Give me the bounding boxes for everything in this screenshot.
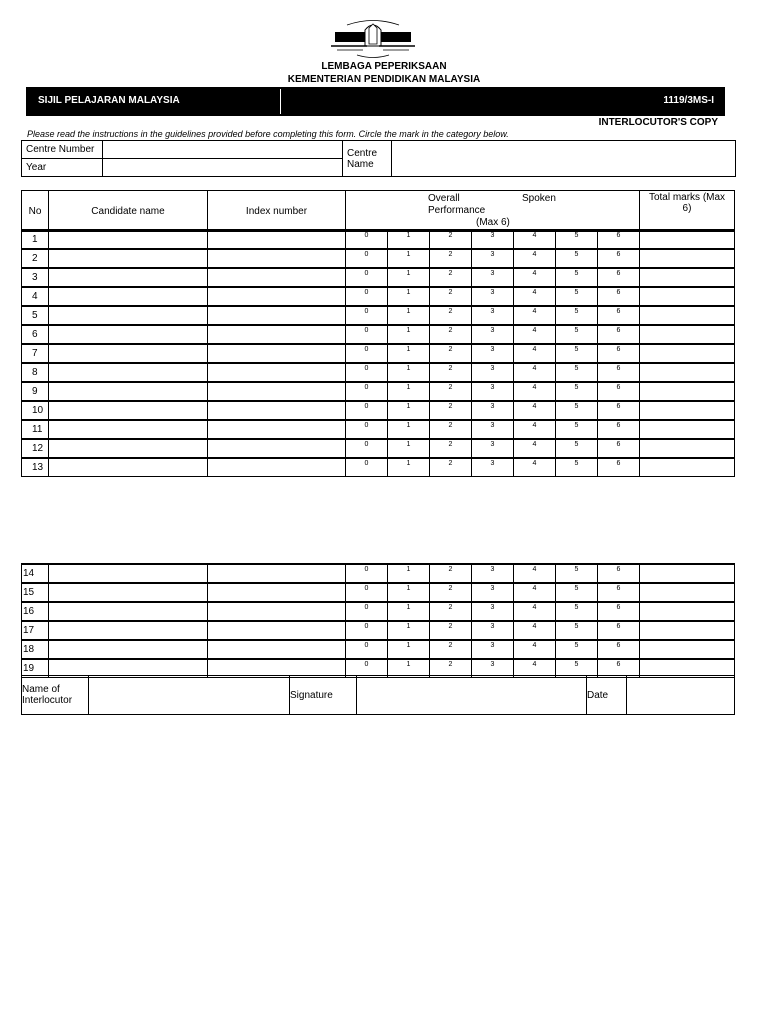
index-number-field[interactable] [208, 439, 346, 458]
score-option[interactable]: 3 [472, 640, 514, 659]
score-option[interactable]: 2 [430, 249, 472, 268]
index-number-field[interactable] [208, 583, 346, 602]
score-option[interactable]: 1 [388, 640, 430, 659]
row-number: 15 [22, 583, 49, 602]
score-option[interactable]: 3 [472, 583, 514, 602]
instructions-text: Please read the instructions in the guidelines provided before completing this form. Circle the mark in the category below. [27, 129, 509, 139]
centre-name-label [343, 141, 392, 177]
score-option[interactable]: 5 [556, 640, 598, 659]
table-row [22, 602, 735, 621]
score-option[interactable]: 5 [556, 268, 598, 287]
total-label-line2: 6) [682, 203, 692, 214]
score-option[interactable]: 1 [388, 363, 430, 382]
total-marks-field[interactable] [640, 363, 735, 382]
score-option[interactable]: 5 [556, 621, 598, 640]
interlocutor-label-line2: Interlocutor [22, 695, 73, 706]
row-number: 16 [22, 602, 49, 621]
score-option[interactable]: 5 [556, 363, 598, 382]
date-label: Date [587, 676, 627, 715]
perf-label-max: (Max 6) [476, 217, 510, 228]
candidate-name-field[interactable] [49, 602, 208, 621]
score-option[interactable]: 6 [598, 401, 640, 420]
row-number: 7 [22, 344, 49, 363]
table-row [22, 325, 735, 344]
table-row [22, 363, 735, 382]
index-number-field[interactable] [208, 602, 346, 621]
score-option[interactable]: 4 [514, 268, 556, 287]
table-row [22, 306, 735, 325]
score-option[interactable]: 4 [514, 363, 556, 382]
score-option[interactable]: 2 [430, 458, 472, 477]
total-marks-field[interactable] [640, 287, 735, 306]
total-marks-field[interactable] [640, 268, 735, 287]
perf-label-overall: Overall [428, 193, 460, 204]
score-option[interactable]: 1 [388, 458, 430, 477]
score-option[interactable]: 5 [556, 659, 598, 678]
table-row [22, 420, 735, 439]
score-option[interactable]: 0 [346, 382, 388, 401]
centre-number-label: Centre Number [22, 141, 103, 159]
score-option[interactable]: 2 [430, 325, 472, 344]
interlocutor-name-field[interactable] [89, 676, 290, 715]
index-number-field[interactable] [208, 564, 346, 583]
score-option[interactable]: 1 [388, 420, 430, 439]
total-marks-field[interactable] [640, 640, 735, 659]
score-option[interactable]: 3 [472, 458, 514, 477]
score-option[interactable]: 1 [388, 621, 430, 640]
score-option[interactable]: 4 [514, 382, 556, 401]
score-option[interactable]: 6 [598, 306, 640, 325]
header-candidate-name: Candidate name [49, 191, 208, 232]
score-option[interactable]: 6 [598, 268, 640, 287]
score-option[interactable]: 6 [598, 583, 640, 602]
marks-table-header [21, 190, 735, 232]
exam-name: SIJIL PELAJARAN MALAYSIA [38, 95, 180, 106]
score-option[interactable]: 1 [388, 602, 430, 621]
score-option[interactable]: 6 [598, 458, 640, 477]
score-option[interactable]: 3 [472, 564, 514, 583]
ministry-title: KEMENTERIAN PENDIDIKAN MALAYSIA [287, 74, 481, 85]
row-number: 5 [22, 306, 49, 325]
score-option[interactable]: 3 [472, 230, 514, 249]
table-row [22, 249, 735, 268]
score-option[interactable]: 5 [556, 230, 598, 249]
score-option[interactable]: 4 [514, 640, 556, 659]
row-number: 6 [22, 325, 49, 344]
row-number: 14 [22, 564, 49, 583]
score-option[interactable]: 5 [556, 306, 598, 325]
score-option[interactable]: 0 [346, 306, 388, 325]
score-option[interactable]: 1 [388, 287, 430, 306]
total-marks-field[interactable] [640, 458, 735, 477]
row-number: 19 [22, 659, 49, 678]
total-marks-field[interactable] [640, 420, 735, 439]
score-option[interactable]: 2 [430, 621, 472, 640]
score-option[interactable]: 2 [430, 439, 472, 458]
total-marks-field[interactable] [640, 325, 735, 344]
total-marks-field[interactable] [640, 230, 735, 249]
score-option[interactable]: 2 [430, 230, 472, 249]
score-option[interactable]: 0 [346, 287, 388, 306]
total-marks-field[interactable] [640, 583, 735, 602]
total-label-line1: Total marks (Max [648, 192, 726, 203]
score-option[interactable]: 3 [472, 659, 514, 678]
score-option[interactable]: 0 [346, 621, 388, 640]
table-row [22, 401, 735, 420]
score-option[interactable]: 6 [598, 363, 640, 382]
score-option[interactable]: 5 [556, 420, 598, 439]
score-option[interactable]: 3 [472, 602, 514, 621]
total-marks-field[interactable] [640, 564, 735, 583]
score-option[interactable]: 0 [346, 249, 388, 268]
total-marks-field[interactable] [640, 249, 735, 268]
score-option[interactable]: 6 [598, 564, 640, 583]
candidate-name-field[interactable] [49, 401, 208, 420]
table-row [22, 621, 735, 640]
score-option[interactable]: 4 [514, 306, 556, 325]
candidate-table-2 [21, 563, 735, 678]
score-option[interactable]: 3 [472, 363, 514, 382]
row-number: 2 [22, 249, 49, 268]
index-number-field[interactable] [208, 621, 346, 640]
score-option[interactable]: 1 [388, 564, 430, 583]
score-option[interactable]: 4 [514, 401, 556, 420]
signature-label: Signature [290, 676, 357, 715]
score-option[interactable]: 5 [556, 401, 598, 420]
score-option[interactable]: 0 [346, 583, 388, 602]
score-option[interactable]: 3 [472, 382, 514, 401]
score-option[interactable]: 1 [388, 268, 430, 287]
candidate-name-field[interactable] [49, 249, 208, 268]
total-marks-field[interactable] [640, 382, 735, 401]
candidate-table-1 [21, 229, 735, 477]
index-number-field[interactable] [208, 325, 346, 344]
score-option[interactable]: 0 [346, 640, 388, 659]
row-number: 1 [22, 230, 49, 249]
org-title: LEMBAGA PEPERIKSAAN [321, 61, 447, 72]
index-number-field[interactable] [208, 363, 346, 382]
score-option[interactable]: 1 [388, 249, 430, 268]
score-option[interactable]: 6 [598, 344, 640, 363]
board-logo [327, 18, 419, 60]
candidate-name-field[interactable] [49, 564, 208, 583]
score-option[interactable]: 5 [556, 325, 598, 344]
perf-label-performance: Performance [428, 205, 486, 216]
candidate-name-field[interactable] [49, 640, 208, 659]
table-row [22, 564, 735, 583]
score-option[interactable]: 4 [514, 249, 556, 268]
candidate-name-field[interactable] [49, 287, 208, 306]
date-field[interactable] [627, 676, 735, 715]
row-number: 4 [22, 287, 49, 306]
score-option[interactable]: 5 [556, 564, 598, 583]
year-field[interactable] [103, 159, 343, 177]
score-option[interactable]: 0 [346, 268, 388, 287]
score-option[interactable]: 0 [346, 439, 388, 458]
index-number-field[interactable] [208, 306, 346, 325]
score-option[interactable]: 6 [598, 640, 640, 659]
score-option[interactable]: 4 [514, 325, 556, 344]
score-option[interactable]: 6 [598, 382, 640, 401]
score-option[interactable]: 2 [430, 420, 472, 439]
score-option[interactable]: 5 [556, 602, 598, 621]
score-option[interactable]: 2 [430, 287, 472, 306]
score-option[interactable]: 5 [556, 439, 598, 458]
score-option[interactable]: 1 [388, 659, 430, 678]
score-option[interactable]: 6 [598, 621, 640, 640]
score-option[interactable]: 2 [430, 306, 472, 325]
score-option[interactable]: 3 [472, 401, 514, 420]
centre-name-label-line1: Centre [347, 147, 378, 159]
score-option[interactable]: 0 [346, 420, 388, 439]
score-option[interactable]: 2 [430, 344, 472, 363]
score-option[interactable]: 4 [514, 564, 556, 583]
score-option[interactable]: 1 [388, 344, 430, 363]
score-option[interactable]: 0 [346, 458, 388, 477]
score-option[interactable]: 2 [430, 363, 472, 382]
score-option[interactable]: 4 [514, 287, 556, 306]
score-option[interactable]: 3 [472, 249, 514, 268]
score-option[interactable]: 0 [346, 363, 388, 382]
header-no: No [22, 191, 49, 232]
total-marks-field[interactable] [640, 439, 735, 458]
header-index-number: Index number [208, 191, 346, 232]
row-number: 3 [22, 268, 49, 287]
score-option[interactable]: 6 [598, 287, 640, 306]
centre-name-field[interactable] [392, 141, 736, 177]
table-row [22, 583, 735, 602]
score-option[interactable]: 4 [514, 602, 556, 621]
table-row [22, 439, 735, 458]
score-option[interactable]: 0 [346, 344, 388, 363]
candidate-name-field[interactable] [49, 458, 208, 477]
score-option[interactable]: 3 [472, 420, 514, 439]
header-total-marks [640, 191, 735, 232]
index-number-field[interactable] [208, 344, 346, 363]
total-marks-field[interactable] [640, 306, 735, 325]
interlocutor-name-label [22, 676, 89, 715]
score-option[interactable]: 3 [472, 344, 514, 363]
score-option[interactable]: 1 [388, 325, 430, 344]
signature-field[interactable] [357, 676, 587, 715]
score-option[interactable]: 5 [556, 249, 598, 268]
row-number: 11 [22, 420, 49, 439]
table-row [22, 382, 735, 401]
score-option[interactable]: 0 [346, 325, 388, 344]
score-option[interactable]: 1 [388, 230, 430, 249]
score-option[interactable]: 0 [346, 401, 388, 420]
candidate-name-field[interactable] [49, 420, 208, 439]
score-option[interactable]: 0 [346, 659, 388, 678]
score-option[interactable]: 6 [598, 439, 640, 458]
total-marks-field[interactable] [640, 344, 735, 363]
row-number: 8 [22, 363, 49, 382]
score-option[interactable]: 2 [430, 659, 472, 678]
score-option[interactable]: 2 [430, 401, 472, 420]
score-option[interactable]: 3 [472, 306, 514, 325]
score-option[interactable]: 5 [556, 382, 598, 401]
candidate-name-field[interactable] [49, 621, 208, 640]
exam-banner [26, 87, 725, 116]
table-row [22, 640, 735, 659]
total-marks-field[interactable] [640, 621, 735, 640]
banner-divider [280, 89, 281, 114]
score-option[interactable]: 0 [346, 564, 388, 583]
perf-label-spoken: Spoken [522, 193, 556, 204]
score-option[interactable]: 5 [556, 458, 598, 477]
score-option[interactable]: 5 [556, 287, 598, 306]
score-option[interactable]: 2 [430, 564, 472, 583]
row-number: 17 [22, 621, 49, 640]
score-option[interactable]: 4 [514, 230, 556, 249]
total-marks-field[interactable] [640, 401, 735, 420]
candidate-name-field[interactable] [49, 325, 208, 344]
score-option[interactable]: 4 [514, 659, 556, 678]
row-number: 18 [22, 640, 49, 659]
centre-number-field[interactable] [103, 141, 343, 159]
score-option[interactable]: 1 [388, 583, 430, 602]
candidate-name-field[interactable] [49, 363, 208, 382]
index-number-field[interactable] [208, 249, 346, 268]
score-option[interactable]: 6 [598, 325, 640, 344]
score-option[interactable]: 0 [346, 230, 388, 249]
interlocutor-label-line1: Name of [22, 684, 60, 695]
table-row [22, 230, 735, 249]
score-option[interactable]: 4 [514, 583, 556, 602]
score-option[interactable]: 2 [430, 602, 472, 621]
table-row [22, 287, 735, 306]
candidate-name-field[interactable] [49, 230, 208, 249]
row-number: 13 [22, 458, 49, 477]
score-option[interactable]: 4 [514, 439, 556, 458]
interlocutor-footer [21, 675, 735, 715]
candidate-name-field[interactable] [49, 382, 208, 401]
score-option[interactable]: 4 [514, 458, 556, 477]
score-option[interactable]: 1 [388, 382, 430, 401]
row-number: 9 [22, 382, 49, 401]
score-option[interactable]: 4 [514, 420, 556, 439]
score-option[interactable]: 3 [472, 621, 514, 640]
table-row [22, 344, 735, 363]
row-number: 10 [22, 401, 49, 420]
score-option[interactable]: 4 [514, 344, 556, 363]
index-number-field[interactable] [208, 287, 346, 306]
index-number-field[interactable] [208, 401, 346, 420]
score-option[interactable]: 1 [388, 439, 430, 458]
index-number-field[interactable] [208, 382, 346, 401]
centre-name-label-line2: Name [347, 158, 374, 170]
score-option[interactable]: 2 [430, 583, 472, 602]
centre-info-table [21, 140, 736, 177]
candidate-name-field[interactable] [49, 306, 208, 325]
index-number-field[interactable] [208, 458, 346, 477]
candidate-name-field[interactable] [49, 344, 208, 363]
candidate-name-field[interactable] [49, 583, 208, 602]
candidate-name-field[interactable] [49, 439, 208, 458]
row-number: 12 [22, 439, 49, 458]
index-number-field[interactable] [208, 230, 346, 249]
score-option[interactable]: 1 [388, 306, 430, 325]
table-row [22, 268, 735, 287]
paper-code: 1119/3MS-I [663, 95, 714, 106]
total-marks-field[interactable] [640, 602, 735, 621]
score-option[interactable]: 0 [346, 602, 388, 621]
score-option[interactable]: 6 [598, 249, 640, 268]
score-option[interactable]: 2 [430, 268, 472, 287]
copy-label: INTERLOCUTOR'S COPY [598, 117, 718, 128]
index-number-field[interactable] [208, 268, 346, 287]
score-option[interactable]: 3 [472, 287, 514, 306]
candidate-name-field[interactable] [49, 268, 208, 287]
score-option[interactable]: 2 [430, 640, 472, 659]
score-option[interactable]: 3 [472, 439, 514, 458]
crest-icon [327, 18, 419, 60]
score-option[interactable]: 5 [556, 344, 598, 363]
score-option[interactable]: 6 [598, 420, 640, 439]
score-option[interactable]: 3 [472, 325, 514, 344]
score-option[interactable]: 6 [598, 659, 640, 678]
score-option[interactable]: 2 [430, 382, 472, 401]
header-performance [346, 191, 640, 232]
index-number-field[interactable] [208, 640, 346, 659]
score-option[interactable]: 5 [556, 583, 598, 602]
year-label: Year [22, 159, 103, 177]
score-option[interactable]: 1 [388, 401, 430, 420]
table-row [22, 458, 735, 477]
score-option[interactable]: 6 [598, 602, 640, 621]
score-option[interactable]: 3 [472, 268, 514, 287]
score-option[interactable]: 4 [514, 621, 556, 640]
score-option[interactable]: 6 [598, 230, 640, 249]
index-number-field[interactable] [208, 420, 346, 439]
